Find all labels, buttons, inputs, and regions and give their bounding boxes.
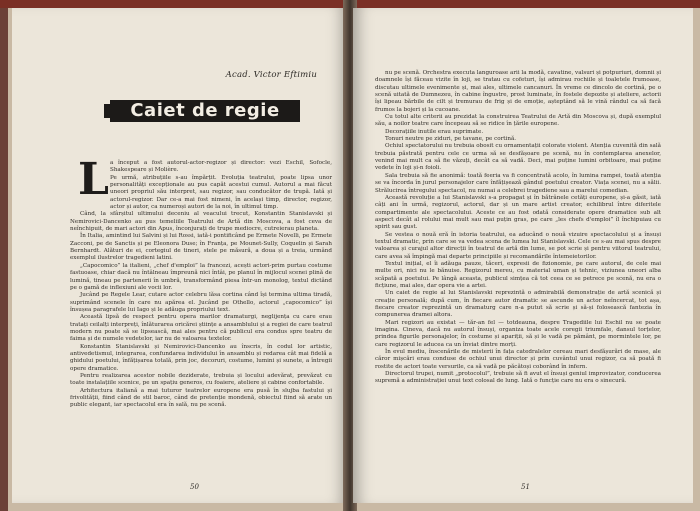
page-number: 51 <box>521 483 530 491</box>
paragraph: Sala trebuia să fie anonimă: toată feeria va fi concentrată acolo, în lumina rampei, toată atenția se va încorda în jurul personajelor care înfățișează gândul poetului creator. Viața scenei, nu a sălii. Strălucirea întregului spectacol, nu numai a celebrei tragediene sau a marelui comedian. <box>375 172 661 194</box>
paragraph: a început a fost autorul-actor-regizor și director: vezi Eschil, Sofocle, Shakespeare și Molière. <box>110 160 332 174</box>
paragraph: Această lipsă de respect pentru opera marilor dramaturgi, neglijența cu care erau tratați ceilalți interpreți, înlăturarea oricărei științe a ansamblului și a regiei de care teatrul modern nu poate să se lipsească, mai ales pentru că publicul era condus spre teatru de faima și de numele vedetelor, iar nu de valoarea textelor. <box>70 314 332 343</box>
left-body-text <box>70 154 332 410</box>
paragraph: „Capocomico” la italieni, „chef d'emploi” la francezi, acești actori-prim purtau costume fastuoase, chiar dacă nu întâlneau împreună nici întâi, pe planul în mijlocul scenei plină de lumină, tineau pe partenerii în umbră, transformând piesa într-un monolog, textul dictând pe o gamă de inflexiuni ale vocii lor. <box>70 262 332 291</box>
article-title: Caiet de regie <box>110 100 300 122</box>
paragraph: Directorul trupei, numit „protocolul”, trebuie să fi avut el însuși geniul improvizator, conducerea supremă a administrației unui text colosal de lung. Iată o funcție care nu era o sinecură. <box>375 371 661 385</box>
page-number: 50 <box>190 483 199 491</box>
paragraph: Tonuri neutre pe ziduri, pe tavane, pe cortină. <box>385 136 517 143</box>
article-author: Acad. Victor Eftimiu <box>225 70 317 80</box>
paragraph: Un caiet de regie al lui Stanislavski reprezintă o admirabilă demonstrație de artă scenică și creație personală; după cum, în fiecare autor dramatic se ascunde un actor neîncercat, tot așa, fiecare creator reprezintă un dramaturg care n-a putut să scrie și să-și folosească fantezia în compunerea dramei altora. <box>375 290 661 319</box>
right-page <box>353 8 693 503</box>
right-body-text <box>375 70 661 386</box>
paragraph: Ochiul spectatorului nu trebuia obosit cu ornamentații colorate violent. Atenția cuvenită din sală trebuia păstrată pentru cele ce urma să se desfășoare pe scenă, nu în contemplarea anexelor, venind mai mult ca să fie văzuți, decât ca să vadă. Deci, mai puține lumini orbitoare, mai puține vedete în loji și-n foioli. <box>375 143 661 172</box>
paragraph: În Italia, amintind lui Salvini și lui Rossi, iată-i pontificând pe Ermete Novelli, pe Ermete Zacconi, pe de Sanctis și pe Eleonora Duse; în Franța, pe Mounet-Sully, Coquelin și Sarah Bernhardt. Alături de ei, cortegiul de tineri, stele pe măsură, a doua și a treia, urmând exemplul ilustrelor tragedieni latini. <box>70 233 332 262</box>
drop-cap: L <box>78 154 109 205</box>
paragraph: Se vestea o nouă eră în istoria teatrului, ea aducând o nouă vizuire spectacolului și a însuși textul dramatic, prin care se va vedea scena de lumea lui Stanislavski. Cele ce s-au mai spus despre valoarea și curajul altor direcții în teatrul de artă din lume, se pot scrie și pentru viitorul teatrului, care avea să împingă mai departe principiile și recomandările întemeietorilor. <box>375 231 661 260</box>
paragraph: Textul inițial, el îi adăuga pauze, tăceri, expresii de fizionomie, pe care autorul, de cele mai multe ori, nici nu le bănuise. Regizorul mereu, cu material uman și tehnic, viziunea uneori alba scăpată a poetului. Pe lângă aceasta, publicul simțea că tot ceea ce se petrece pe scenă, nu era o ficțiune, mai ales, dar opera vie a artei. <box>375 260 661 289</box>
paragraph: Mari regizori au existat — tăr-an fel — totdeauna, despre Tragediile lui Eschil nu se poate imagina. Cineva, dacă nu autorul însuși, organiza toate acele coregii triumfale, dansul torțelor, prindea figurile personajelor, în costume și apariții, să și le vadă pe pământ, pe mormintele lor, pe care regizorul le aducea ca un înviat dintre morți. <box>375 319 661 348</box>
paragraph: Pe urmă, atribuțiile s-au împărțit. Evoluția teatrului, poate lipsa unor personalități excepționale au pus capăt acestui cumul. Autorul a mai făcut uneori propriul său interpret, sau regizor, sau conducător de trupă. Iată și actorul-regizor. Dar ce-a mai fost nimeni, în același timp, director, regizor, actor și autor, ca numeroși autori de la noi, în ultimul timp. <box>110 174 332 211</box>
paragraph: Când, la sfârșitul ultimului deceniu al veacului trecut, Konstantin Stanislavski și Nemirovici-Dancenko au pus temeliile Teatrului de Artă din Moscova, a fost ceva de neînchipuit, de mari actori din Apus, înconjurați de trupe mediocre, cutreierau planeta. <box>70 211 332 233</box>
paragraph: Decorațiile inutile erau suprimate. <box>385 128 484 135</box>
paragraph: Această revoluție a lui Stanislavski s-a propagat și în bătrânele cetăți europene, și-a găsit, iată câți ani în urmă, regizorul, actorul, dar și un mare artist creator, echilibrul între diferitele compartimente ale spectacolului. Aceste ce au fost odată considerate opere dramatice sub alt aspect decât al rolului mai mult sau mai puțin gras, pe care „les chefs d'emploi” îl închipuiau cu spirit sau gust. <box>375 194 661 231</box>
paragraph: Arhitectura italiană a mai tuturor teatrelor europene era pusă în slujba fastului și frivolității, fiind când de stil baroc, când de pretenție mondenă, obiectul fiind să arate un public elegant, iar spectacolul era în sală, nu pe scenă. <box>70 387 332 409</box>
paragraph: Jucând pe Regele Lear, cutare actor celebru lăsa cortina când își termina ultima tiradă, suprimând scenele în care nu apărea el. Jucând pe Othello, actorul „capocomico” își însușea paragrafele lui Iago și le adăuga propriului text. <box>70 292 332 313</box>
paragraph: Pentru realizarea acestor nobile deziderate, trebuia și locului adevărat, prevăzut cu toate instalațiile scenice, pe un spațiu generos, cu foaiere, ateliere și cabine confortabile. <box>70 372 332 387</box>
left-page <box>12 8 347 503</box>
paragraph: În evul mediu, înscenările de misterii în fața catedralelor cereau mari desfășurări de mase, ale căror mișcări erau conduse de ochiul unui director și prin cuvântul unui regizor, ca să poată fi rostite de actori toate versurile, ca să vadă pe păcătoși coborând în infern. <box>375 349 661 370</box>
paragraph: nu pe scenă. Orchestra executa languroase arii la modă, cavatine, valsuri și potpuriuri, domnii și doamnele își făceau vizite în loji, se tratau cu cofeturi, își admirau rochiile și toaletele frumoase, discutau ultimele evenimente și, mai ales, ultimele cancanuri. În vreme ce dincolo de cortină, pe o scenă uitată de Dumnezeu, în cabine îngustre, prost luminate, în fostele depozite și ateliere, actorii își lipeau bărbile de cilt și tremurau de frig și de emoție, așteptând să le vină rândul ca să facă frumos la bojeri și la cucoane. <box>375 70 661 113</box>
paragraph: Cu totul alte criterii au prezidat la construirea Teatrului de Artă din Moscova și, după exemplul său, a noilor teatre care începeau să se ridice în țările europene. <box>375 114 661 128</box>
paragraph: Konstantin Stanislavski și Nemirovici-Dancenko au înscris, în codul lor artistic, antivedetismul, integrarea, confundarea individului în ansamblu și redarea cât mai fidelă a ghidului poetului, înfățișarea totală, prin joc, decoruri, costume, lumini și sunete, a întregii opere dramatice. <box>70 343 332 372</box>
